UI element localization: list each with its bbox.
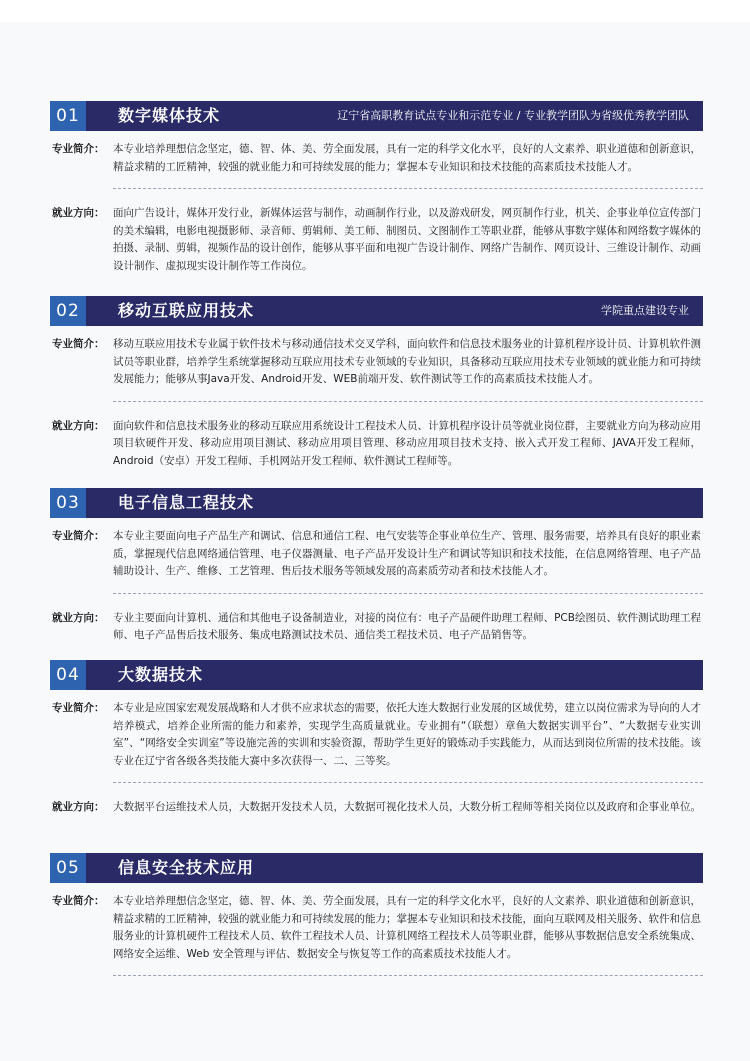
section-header [50, 660, 703, 690]
section-title-bar [86, 101, 703, 131]
intro-text: 本专业培养理想信念坚定，德、智、体、美、劳全面发展，具有一定的科学文化水平，良好的人文素养、职业道德和创新意识，精益求精的工匠精神，较强的就业能力和可持续发展的能力；掌握本专业知识和技术技能，面向互联网及相关服务、软件和信息服务业的计算机硬件工程技术人员、软件工程技术人员、计算机网络工程技术人员等职业群，能够从事数据信息安全系统集成、网络安全运维、Web 安全管理与评估、数据安全与恢复等工作的高素质技术技能人才。 [113, 895, 701, 960]
dashed-divider [113, 975, 703, 976]
dashed-divider [113, 188, 703, 189]
job-text: 大数据平台运维技术人员，大数据开发技术人员，大数据可视化技术人员，大数分析工程师等相关岗位以及政府和企事业单位。 [113, 801, 701, 813]
job-text: 专业主要面向计算机、通信和其他电子设备制造业，对接的岗位有：电子产品硬件助理工程师、PCB绘图员、软件测试助理工程师、电子产品售后技术服务、集成电路测试技术员、通信类工程技术员、电子产品销售等。 [113, 611, 701, 641]
intro-row [50, 893, 703, 963]
job-label: 就业方向： [52, 611, 105, 624]
major-section-mobile-internet [50, 296, 703, 470]
job-row [50, 205, 703, 275]
intro-row [50, 528, 703, 581]
intro-label: 专业简介： [52, 143, 105, 155]
intro-row [50, 141, 703, 176]
intro-text: 本专业主要面向电子产品生产和调试、信息和通信工程、电气安装等企事业单位生产、管理、服务需要，培养具有良好的职业素质，掌握现代信息网络通信管理、电子仪器测量、电子产品开发设计生产和调试等知识和技术技能，在信息网络管理、电子产品辅助设计、生产、维修、工艺管理、售后技术服务等领域发展的高素质劳动者和技术技能人才。 [113, 530, 701, 577]
job-label: 就业方向： [52, 419, 105, 432]
dashed-divider [113, 593, 703, 594]
section-number: 02 [50, 296, 86, 326]
section-tag: 辽宁省高职教育试点专业和示范专业 / 专业教学团队为省级优秀教学团队 [337, 109, 689, 122]
section-header [50, 853, 703, 883]
section-title: 信息安全技术应用 [118, 858, 255, 877]
section-header [50, 101, 703, 131]
section-title: 数字媒体技术 [118, 106, 221, 125]
intro-label: 专业简介： [52, 895, 105, 907]
section-title-bar [86, 488, 703, 518]
job-label: 就业方向： [52, 207, 105, 219]
section-title-bar [86, 853, 703, 883]
section-title-bar [86, 296, 703, 326]
section-title-bar [86, 660, 703, 690]
job-row [50, 799, 703, 817]
intro-label: 专业简介： [52, 702, 105, 714]
intro-label: 专业简介： [52, 530, 105, 542]
intro-row [50, 700, 703, 770]
intro-text: 本专业是应国家宏观发展战略和人才供不应求状态的需要，依托大连大数据行业发展的区域优势，建立以岗位需求为导向的人才培养模式，培养企业所需的能力和素养，实现学生高质量就业。专业拥有“（联想）章鱼大数据实训平台”、“大数据专业实训室”、“网络安全实训室”等设施完善的实训和实验资源，帮助学生更好的锻炼动手实践能力，从而达到岗位所需的技术技能。该专业在辽宁省各级各类技能大赛中多次获得一、二、三等奖。 [113, 702, 701, 767]
section-title: 大数据技术 [118, 665, 204, 684]
job-label: 就业方向： [52, 801, 105, 813]
section-number: 01 [50, 101, 86, 131]
section-title: 移动互联应用技术 [118, 301, 255, 320]
dashed-divider [113, 401, 703, 402]
intro-text: 本专业培养理想信念坚定，德、智、体、美、劳全面发展，具有一定的科学文化水平，良好的人文素养、职业道德和创新意识，精益求精的工匠精神，较强的就业能力和可持续发展的能力；掌握本专业知识和技术技能的高素质技术技能人才。 [113, 143, 701, 173]
job-row [50, 610, 703, 645]
major-section-electronic-info [50, 488, 703, 645]
section-number: 04 [50, 660, 86, 690]
section-number: 05 [50, 853, 86, 883]
intro-text: 移动互联应用技术专业属于软件技术与移动通信技术交叉学科，面向软件和信息技术服务业的计算机程序设计员、计算机软件测试员等职业群，培养学生系统掌握移动互联应用技术专业领域的专业知识，具备移动互联应用技术专业领域的就业能力和可持续发展能力；能够从事Java开发、Android开发、WEB前端开发、软件测试等工作的高素质技术技能人才。 [113, 338, 701, 385]
major-section-big-data [50, 660, 703, 817]
job-text: 面向软件和信息技术服务业的移动互联应用系统设计工程技术人员、计算机程序设计员等就业岗位群，主要就业方向为移动应用项目软硬件开发、移动应用项目测试、移动应用项目管理、移动应用项目技术支持、嵌入式开发工程师、JAVA开发工程师，Android（安卓）开发工程师、手机网站开发工程师、软件测试工程师等。 [113, 419, 701, 467]
major-section-digital-media [50, 101, 703, 275]
job-row [50, 418, 703, 471]
major-section-info-security [50, 853, 703, 976]
dashed-divider [113, 782, 703, 783]
section-number: 03 [50, 488, 86, 518]
section-title: 电子信息工程技术 [118, 493, 255, 512]
intro-label: 专业简介： [52, 338, 105, 350]
section-tag: 学院重点建设专业 [601, 304, 689, 317]
top-band [0, 0, 750, 22]
section-header [50, 488, 703, 518]
intro-row [50, 336, 703, 389]
job-text: 面向广告设计，媒体开发行业，新媒体运营与制作，动画制作行业，以及游戏研发，网页制作行业，机关、企事业单位宣传部门的美术编辑，电影电视摄影师、录音师、剪辑师、美工师、制图员、文图制作工等职业群，能够从事数字媒体和网络数字媒体的拍摄、录制、剪辑，视频作品的设计创作，能够从事平面和电视广告设计制作、网络广告制作、网页设计、三维设计制作、动画设计制作、虚拟现实设计制作等工作岗位。 [113, 207, 701, 272]
section-header [50, 296, 703, 326]
